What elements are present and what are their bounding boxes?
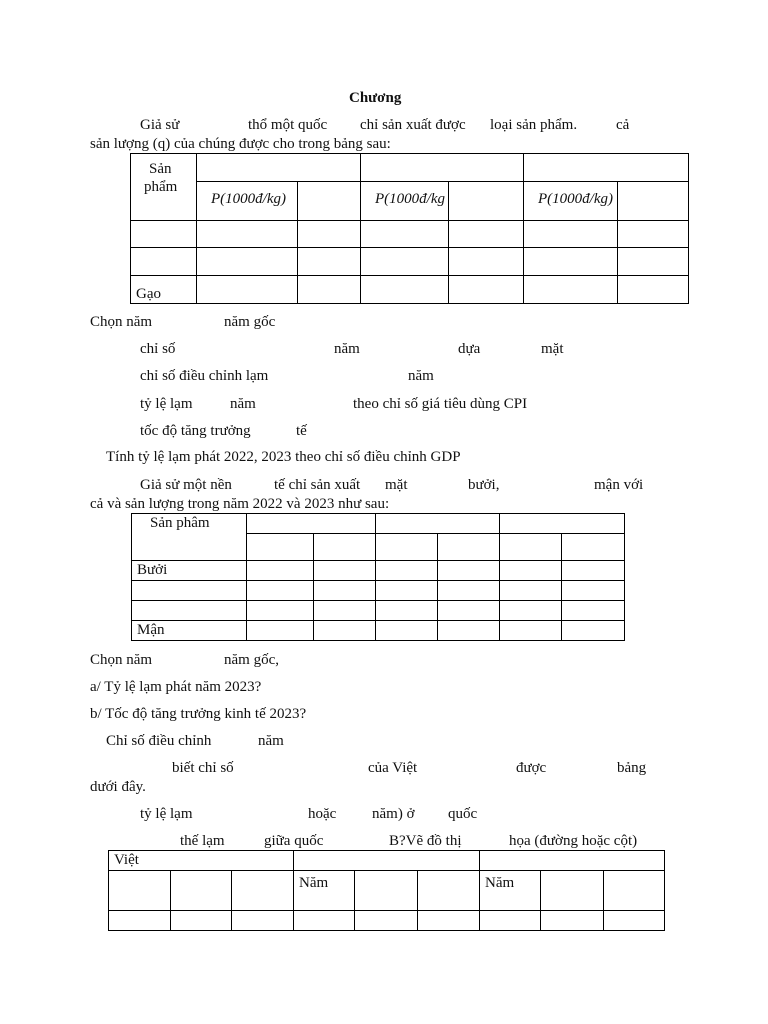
product-header-line: phẩm <box>144 179 178 195</box>
row-label-rice: Gạo <box>131 276 197 304</box>
table-cell <box>438 601 500 621</box>
table-cell <box>449 276 524 304</box>
text-fragment: giữa quốc <box>264 833 324 849</box>
table-cell <box>449 221 524 248</box>
text-fragment: năm <box>334 341 360 357</box>
p1-fragment: cả <box>616 117 630 133</box>
table-cell <box>109 871 171 911</box>
table-cell <box>376 534 438 561</box>
country-header <box>294 851 480 871</box>
table-cell <box>541 911 604 931</box>
p3-line2: dưới đây. <box>90 779 146 795</box>
text-fragment: tốc độ tăng trưởng <box>140 423 251 439</box>
table-cell <box>500 601 562 621</box>
text-fragment: tỷ lệ lạm <box>140 806 193 822</box>
text-fragment: năm <box>258 733 284 749</box>
table-cell <box>524 221 618 248</box>
table-cell <box>361 221 449 248</box>
table-cell <box>361 248 449 276</box>
table-cell <box>132 581 247 601</box>
p3-fragment: được <box>516 760 547 776</box>
table-cell <box>314 621 376 641</box>
text-fragment: tế <box>296 423 307 439</box>
p1-fragment: loại sản phẩm. <box>490 117 578 133</box>
year-group-cell <box>500 514 625 534</box>
page-title: Chương <box>349 90 402 106</box>
output-table-1 <box>130 153 689 304</box>
p2-fragment: bưởi, <box>468 477 500 493</box>
table-cell <box>247 581 314 601</box>
table-cell <box>298 221 361 248</box>
p1-fragment: chỉ sản xuất được <box>360 117 466 133</box>
table-cell <box>524 276 618 304</box>
table-cell <box>438 581 500 601</box>
quantity-header <box>618 182 689 221</box>
table-cell <box>376 621 438 641</box>
table-cell <box>438 621 500 641</box>
text-fragment: năm) ở <box>372 806 415 822</box>
table-cell <box>197 276 298 304</box>
table-cell <box>500 561 562 581</box>
row-label-plum: Mận <box>132 621 247 641</box>
text-fragment: năm <box>230 396 256 412</box>
table-cell <box>500 534 562 561</box>
table-cell <box>562 581 625 601</box>
table-cell <box>314 561 376 581</box>
text-fragment: năm gốc, <box>224 652 279 668</box>
table-cell <box>618 248 689 276</box>
table-cell <box>131 221 197 248</box>
table-cell <box>355 911 418 931</box>
table-cell <box>604 871 665 911</box>
question-a: a/ Tỷ lệ lạm phát năm 2023? <box>90 679 262 695</box>
p3-fragment: của Việt <box>368 760 418 776</box>
table-cell <box>298 276 361 304</box>
table-cell <box>618 221 689 248</box>
output-table-2 <box>131 513 625 641</box>
country-header <box>480 851 665 871</box>
table-cell <box>197 221 298 248</box>
p3-fragment: biết chỉ số <box>172 760 234 776</box>
table-cell <box>247 601 314 621</box>
table-cell <box>197 248 298 276</box>
text-fragment: năm <box>408 368 434 384</box>
table-cell <box>132 601 247 621</box>
text-fragment: năm gốc <box>224 314 276 330</box>
year-group-cell <box>361 154 524 182</box>
table-cell <box>541 871 604 911</box>
text-fragment: Tính tỷ lệ lạm phát 2022, 2023 theo chỉ số điều chỉnh GDP <box>106 449 461 465</box>
text-fragment: hoặc <box>308 806 337 822</box>
table-cell <box>314 601 376 621</box>
table-cell <box>171 911 232 931</box>
text-fragment: chỉ số điều chỉnh lạm <box>140 368 269 384</box>
table-cell <box>131 248 197 276</box>
inflation-table <box>108 850 665 931</box>
table-cell <box>376 581 438 601</box>
price-header: P(1000đ/kg) <box>524 182 618 221</box>
price-header: P(1000đ/kg <box>361 182 449 221</box>
table-cell <box>500 581 562 601</box>
year-group-cell <box>247 514 376 534</box>
p2-fragment: mận với <box>594 477 644 493</box>
p2-fragment: Giả sử một nền <box>140 477 232 493</box>
p2-fragment: mặt <box>385 477 408 493</box>
country-header: Việt <box>109 851 294 871</box>
text-fragment: tỷ lệ lạm <box>140 396 193 412</box>
year-label: Năm <box>294 871 355 911</box>
table-cell <box>361 276 449 304</box>
year-group-cell <box>376 514 500 534</box>
table-cell <box>562 561 625 581</box>
table-cell <box>247 534 314 561</box>
table-cell <box>314 534 376 561</box>
table-cell <box>247 621 314 641</box>
table-cell <box>562 601 625 621</box>
table-cell <box>562 534 625 561</box>
text-fragment: Chỉ số điều chỉnh <box>106 733 212 749</box>
year-group-cell <box>524 154 689 182</box>
table-cell <box>618 276 689 304</box>
table-cell <box>109 911 171 931</box>
table-cell <box>438 561 500 581</box>
table-cell <box>376 601 438 621</box>
quantity-header <box>298 182 361 221</box>
row-label-pomelo: Bưởi <box>132 561 247 581</box>
p1-line2: sản lượng (q) của chúng được cho trong bảng sau: <box>90 136 391 152</box>
p2-line2: cả và sản lượng trong năm 2022 và 2023 như sau: <box>90 496 390 512</box>
text-fragment: B?Vẽ đồ thị <box>389 833 462 849</box>
table-cell <box>500 621 562 641</box>
p2-fragment: tế chỉ sản xuất <box>274 477 361 493</box>
table-cell <box>438 534 500 561</box>
question-b: b/ Tốc độ tăng trưởng kinh tế 2023? <box>90 706 307 722</box>
year-group-cell <box>197 154 361 182</box>
table-cell <box>418 911 480 931</box>
text-fragment: mặt <box>541 341 564 357</box>
quantity-header <box>449 182 524 221</box>
table-cell <box>562 621 625 641</box>
p3-fragment: bảng <box>617 760 647 776</box>
table-cell <box>294 911 355 931</box>
table-cell <box>355 871 418 911</box>
table-cell <box>524 248 618 276</box>
text-fragment: họa (đường hoặc cột) <box>509 833 638 849</box>
table-cell <box>480 911 541 931</box>
table-cell <box>232 871 294 911</box>
text-fragment: quốc <box>448 806 478 822</box>
text-fragment: Chọn năm <box>90 652 153 668</box>
text-fragment: theo chỉ số giá tiêu dùng CPI <box>353 396 528 412</box>
table-cell <box>232 911 294 931</box>
table-cell <box>449 248 524 276</box>
text-fragment: thế lạm <box>180 833 225 849</box>
text-fragment: chỉ số <box>140 341 176 357</box>
p1-fragment: Giả sử <box>140 117 180 133</box>
product-header-line: Sản <box>149 161 172 177</box>
table-cell <box>376 561 438 581</box>
p1-fragment: thổ một quốc <box>248 117 328 133</box>
table-cell <box>171 871 232 911</box>
year-label: Năm <box>480 871 541 911</box>
text-fragment: Chọn năm <box>90 314 153 330</box>
text-fragment: dựa <box>458 341 481 357</box>
product-header-cell: Sản phâm <box>132 514 247 561</box>
table-cell <box>314 581 376 601</box>
table-cell <box>604 911 665 931</box>
price-header: P(1000đ/kg) <box>197 182 298 221</box>
table-cell <box>298 248 361 276</box>
product-header-cell <box>131 154 197 221</box>
table-cell <box>418 871 480 911</box>
table-cell <box>247 561 314 581</box>
